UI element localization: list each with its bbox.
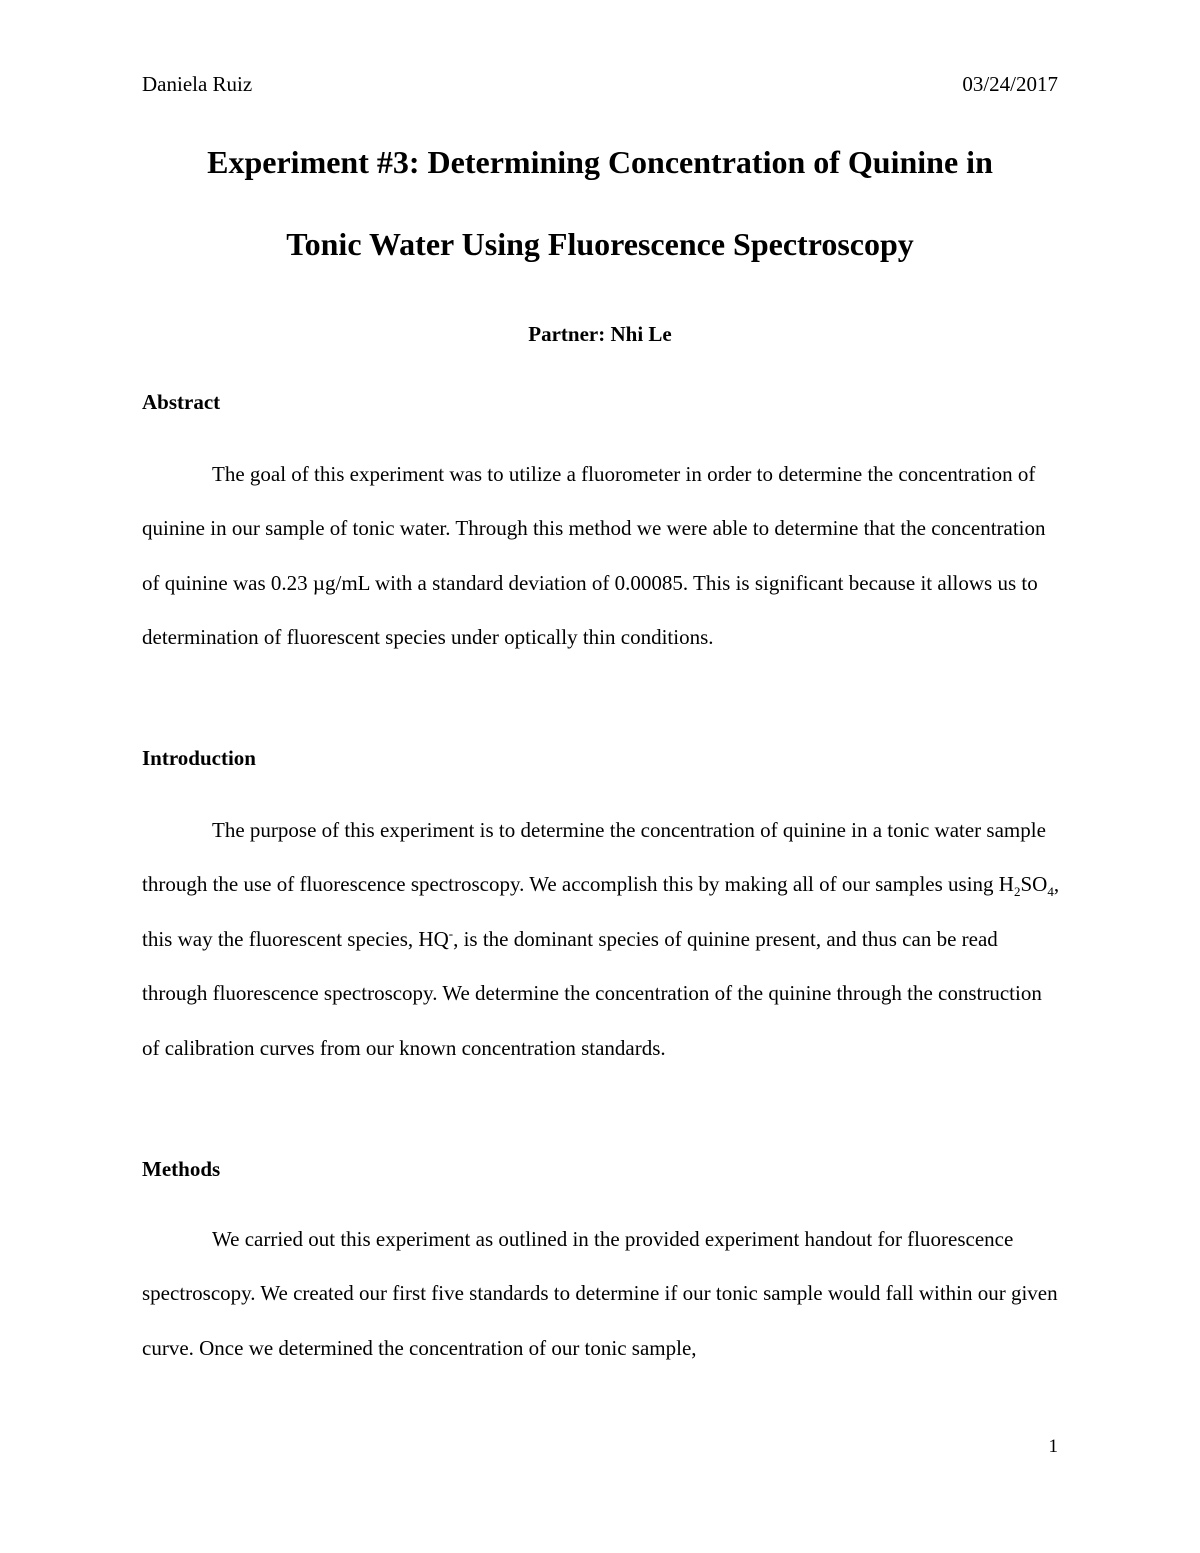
partner-line: Partner: Nhi Le bbox=[528, 322, 672, 346]
abstract-paragraph: The goal of this experiment was to utilize a fluorometer in order to determine the concentration of quinine in our sample of tonic water. Through this method we were able to determine that the concentration of quinine was 0.23 µg/mL with a standard deviation of 0.00085. This is significant because it allows us to determination of fluorescent species under optically thin conditions. bbox=[142, 462, 1046, 650]
page-number: 1 bbox=[1048, 1436, 1058, 1457]
methods-heading: Methods bbox=[142, 1157, 221, 1181]
abstract-heading: Abstract bbox=[142, 390, 221, 414]
methods-paragraph: We carried out this experiment as outlined in the provided experiment handout for fluorescence spectroscopy. We created our first five standards to determine if our tonic sample would fall within our given curve. Once we determined the concentration of our tonic sample, bbox=[142, 1227, 1058, 1360]
title-line-2: Tonic Water Using Fluorescence Spectroscopy bbox=[286, 226, 914, 262]
title-line-1: Experiment #3: Determining Concentration of Quinine in bbox=[207, 144, 993, 180]
intro-text-1: The purpose of this experiment is to determine the concentration of quinine in a tonic water sample through the use of fluorescence spectroscopy. We accomplish this by making all of our samples using H bbox=[142, 818, 1046, 897]
intro-text-so: SO bbox=[1020, 872, 1048, 897]
intro-sub-4: 4 bbox=[1047, 884, 1054, 900]
header-author: Daniela Ruiz bbox=[142, 72, 253, 96]
intro-sub-2: 2 bbox=[1013, 884, 1021, 900]
intro-text-2: , this way the fluorescent species, HQ bbox=[142, 872, 1060, 951]
introduction-heading: Introduction bbox=[142, 746, 256, 770]
header-date: 03/24/2017 bbox=[962, 72, 1058, 96]
introduction-paragraph bbox=[142, 803, 1062, 1075]
intro-text-3: , is the dominant species of quinine present, and thus can be read through fluorescence spectroscopy. We determine the concentration of the quinine through the construction of calibration curves from our known concentration standards. bbox=[142, 926, 1042, 1060]
intro-sup-minus: - bbox=[448, 925, 454, 941]
